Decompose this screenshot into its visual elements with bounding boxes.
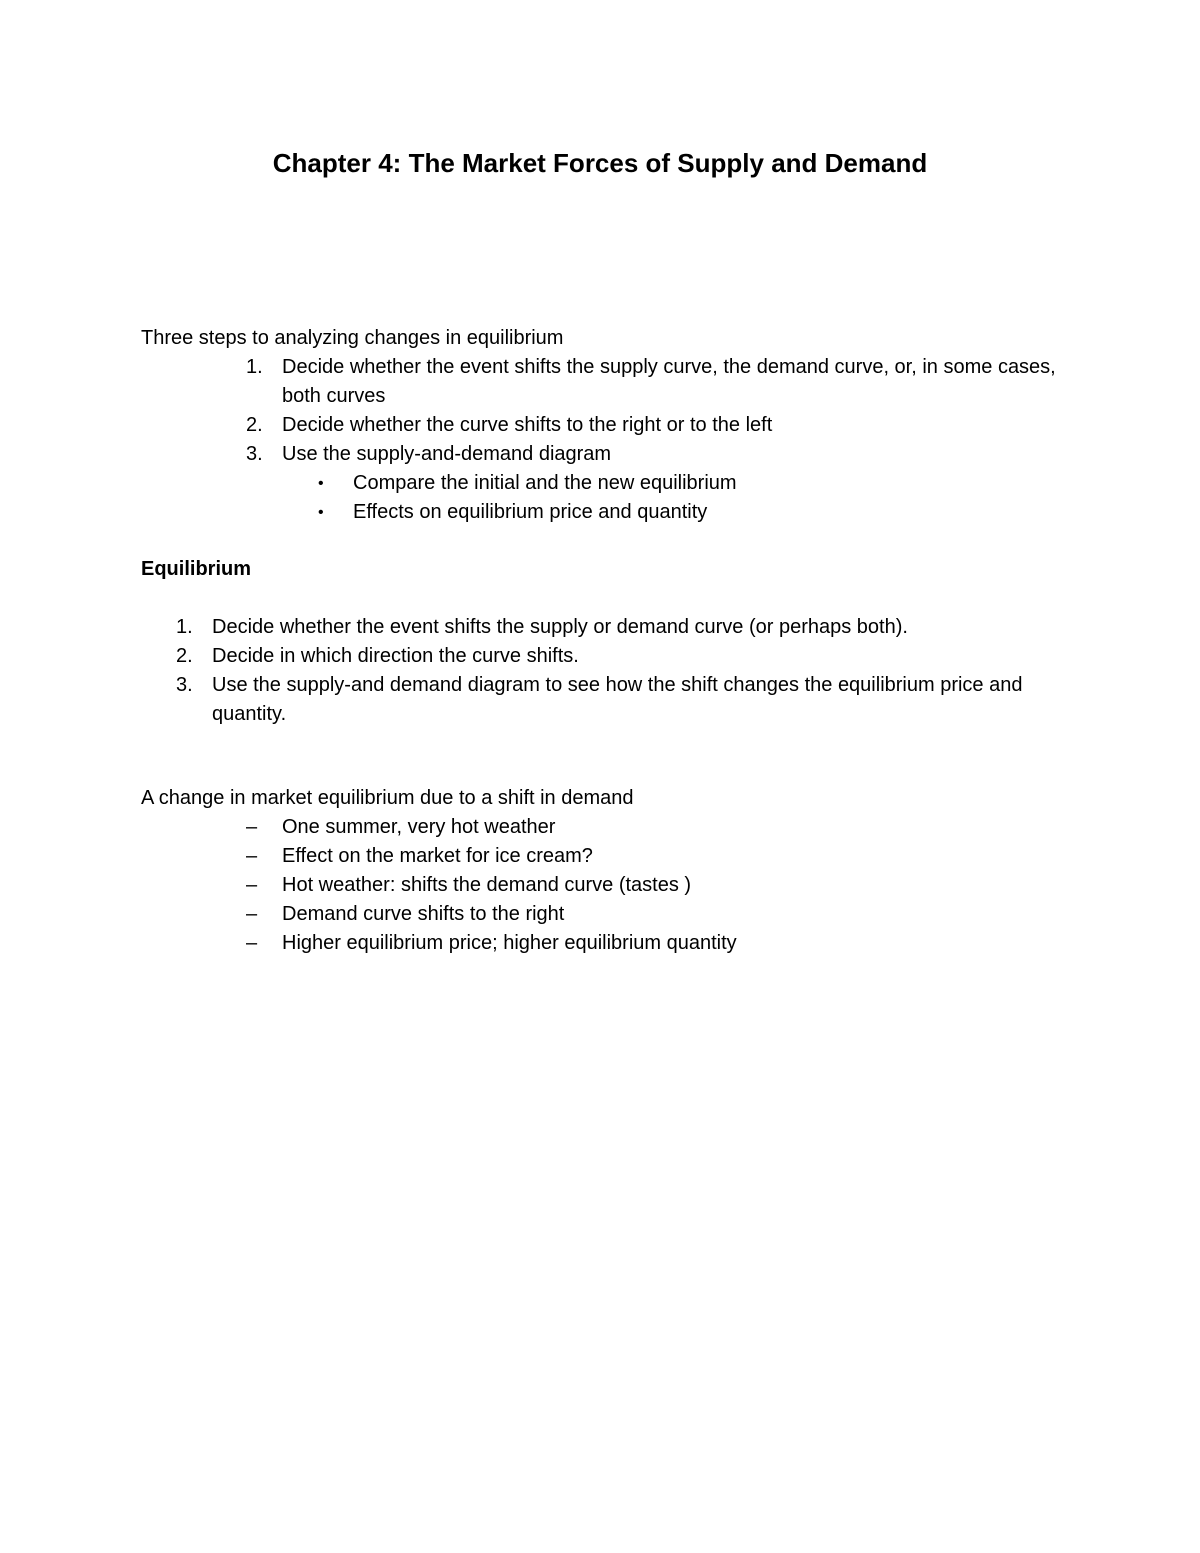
list-item: [141, 900, 1061, 929]
list-item: [141, 440, 1061, 469]
list-number: 1.: [246, 356, 263, 378]
list-item: [141, 353, 1061, 411]
list-item-text: Higher equilibrium price; higher equilibrium quantity: [282, 932, 737, 954]
list-item-text: Hot weather: shifts the demand curve (tastes ): [282, 874, 692, 896]
list-item-text: Effects on equilibrium price and quantity: [353, 501, 708, 523]
list-item-text: Decide in which direction the curve shifts.: [212, 645, 579, 667]
list-item: [141, 671, 1061, 729]
equilibrium-section: [141, 555, 1061, 729]
dash-icon: –: [246, 874, 258, 896]
list-item-text: Use the supply-and demand diagram to see how the shift changes the equilibrium price and quantity.: [212, 674, 1023, 725]
dash-icon: –: [246, 932, 258, 954]
list-item: [141, 613, 1061, 642]
list-number: 1.: [176, 616, 193, 638]
list-item-text: Compare the initial and the new equilibrium: [353, 472, 737, 494]
dash-icon: –: [246, 903, 258, 925]
three-steps-heading: Three steps to analyzing changes in equilibrium: [141, 327, 564, 349]
list-item-text: Decide whether the curve shifts to the right or to the left: [282, 414, 773, 436]
list-number: 2.: [176, 645, 193, 667]
list-item-text: Effect on the market for ice cream?: [282, 845, 593, 867]
demand-shift-section: [141, 784, 1061, 958]
list-item: [141, 842, 1061, 871]
list-number: 3.: [246, 443, 263, 465]
list-item-text: Use the supply-and-demand diagram: [282, 443, 612, 465]
demand-shift-heading: A change in market equilibrium due to a shift in demand: [141, 787, 634, 809]
list-item: [141, 469, 1061, 498]
dash-icon: –: [246, 845, 258, 867]
list-item: [141, 498, 1061, 527]
list-item: [141, 642, 1061, 671]
equilibrium-list: [141, 613, 1061, 729]
step-sub-list: [141, 469, 1061, 527]
list-item: [141, 813, 1061, 842]
page-title: Chapter 4: The Market Forces of Supply and Demand: [272, 148, 928, 178]
bullet-icon: •: [318, 504, 324, 521]
equilibrium-heading: Equilibrium: [141, 558, 251, 580]
list-item-text: One summer, very hot weather: [282, 816, 556, 838]
list-item-text: Decide whether the event shifts the supply curve, the demand curve, or, in some cases, both curves: [282, 356, 1056, 407]
list-item: [141, 411, 1061, 440]
three-steps-section: [141, 324, 1061, 527]
list-number: 3.: [176, 674, 193, 696]
list-item: [141, 871, 1061, 900]
demand-shift-list: [141, 813, 1061, 958]
list-item: [141, 929, 1061, 958]
dash-icon: –: [246, 816, 258, 838]
list-item-text: Decide whether the event shifts the supply or demand curve (or perhaps both).: [212, 616, 908, 638]
list-number: 2.: [246, 414, 263, 436]
list-item-text: Demand curve shifts to the right: [282, 903, 565, 925]
bullet-icon: •: [318, 475, 324, 492]
three-steps-list: [141, 353, 1061, 469]
